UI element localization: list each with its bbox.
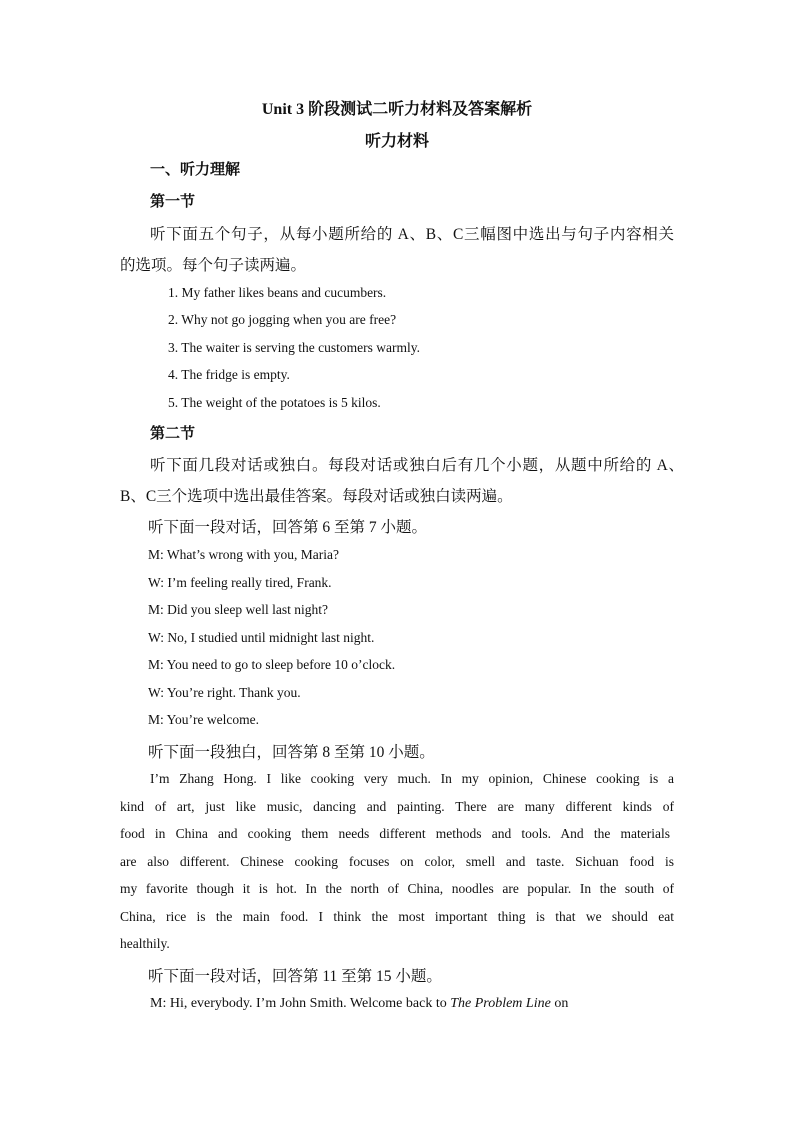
part1-heading: 第一节 [150,194,196,210]
show-title: The Problem Line [450,996,551,1011]
dialogue1-line: W: You’re right. Thank you. [148,685,301,700]
dialogue2-line-text: on [550,996,569,1011]
part2-heading: 第二节 [150,426,196,442]
dialogue1-intro: 听下面一段对话，回答第 6 至第 7 小题。 [148,519,428,536]
dialogue2-line [150,996,568,1012]
section-heading: 一、听力理解 [150,162,241,178]
monologue-line: food in China and cooking them needs different methods and tools. And the materials [120,826,670,841]
part2-instruction-line2: B、C三个选项中选出最佳答案。每段对话或独白读两遍。 [120,488,513,505]
part1-item: 3. The waiter is serving the customers warmly. [168,340,420,355]
dialogue1-line: W: I’m feeling really tired, Frank. [148,575,332,590]
monologue-line: China, rice is the main food. I think the most important thing is that we should eat [120,909,674,924]
dialogue1-line: M: Did you sleep well last night? [148,602,328,617]
part1-item: 4. The fridge is empty. [168,367,290,382]
dialogue1-line: M: You need to go to sleep before 10 o’clock. [148,657,396,672]
monologue-line: kind of art, just like music, dancing and painting. There are many different kinds of [120,799,674,814]
dialogue2-line-text: M: Hi, everybody. I’m John Smith. Welcome back to [150,996,451,1011]
part1-item: 5. The weight of the potatoes is 5 kilos. [168,395,381,410]
part1-item: 1. My father likes beans and cucumbers. [168,285,387,300]
monologue-intro: 听下面一段独白，回答第 8 至第 10 小题。 [148,744,435,761]
part1-item: 2. Why not go jogging when you are free? [168,312,397,327]
monologue-line: I’m Zhang Hong. I like cooking very much. In my opinion, Chinese cooking is a [150,771,674,786]
part2-instruction-line1: 听下面几段对话或独白。每段对话或独白后有几个小题，从题中所给的 A、 [150,457,684,474]
dialogue1-line: M: What’s wrong with you, Maria? [148,547,339,562]
dialogue2-intro: 听下面一段对话，回答第 11 至第 15 小题。 [148,968,442,985]
document-subtitle: 听力材料 [364,133,429,150]
monologue-line: are also different. Chinese cooking focuses on color, smell and taste. Sichuan food is [120,854,674,869]
dialogue1-line: W: No, I studied until midnight last night. [148,630,375,645]
document-title: Unit 3 阶段测试二听力材料及答案解析 [261,101,533,118]
part1-instruction-line2: 的选项。每个句子读两遍。 [120,257,307,274]
monologue-line: my favorite though it is hot. In the north of China, noodles are popular. In the south of [120,881,674,896]
monologue-line: healthily. [120,936,170,951]
part1-instruction-line1: 听下面五个句子，从每小题所给的 A、B、C三幅图中选出与句子内容相关 [150,226,674,243]
dialogue1-line: M: You’re welcome. [148,712,259,727]
